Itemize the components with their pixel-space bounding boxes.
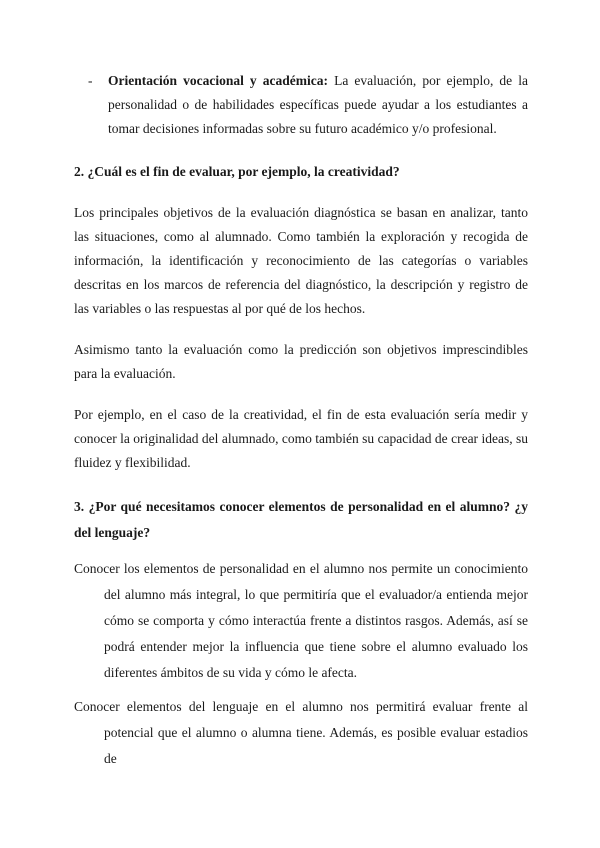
- section-3-paragraph-1: Conocer los elementos de personalidad en el alumno nos permite un conocimiento del alumno más integral, lo que permitiría que el evaluador/a entienda mejor cómo se comporta y cómo interactúa frente a distintos rasgos. Además, así se podrá entender mejor la influencia que tiene sobre el alumno evaluado los diferentes ámbitos de su vida y cómo le afecta.: [74, 561, 528, 680]
- bullet-label: Orientación vocacional y académica:: [108, 73, 328, 88]
- section-2-paragraph-2: Asimismo tanto la evaluación como la predicción son objetivos imprescindibles para la evaluación.: [74, 342, 528, 381]
- bullet-text: [108, 69, 528, 141]
- section-2-paragraph-3: Por ejemplo, en el caso de la creatividad, el fin de esta evaluación sería medir y conocer la originalidad del alumnado, como también su capacidad de crear ideas, su fluidez y flexibilidad.: [74, 407, 528, 470]
- section-2-paragraph-1: Los principales objetivos de la evaluación diagnóstica se basan en analizar, tanto las situaciones, como al alumnado. Como también la exploración y recogida de información, la identificación y reconocimiento de las categorías o variables descritas en los marcos de referencia del diagnóstico, la descripción y registro de las variables o las respuestas al por qué de los hechos.: [74, 205, 528, 316]
- section-3-heading: 3. ¿Por qué necesitamos conocer elementos de personalidad en el alumno? ¿y del lenguaje?: [74, 499, 528, 540]
- bullet-body: La evaluación, por ejemplo, de la personalidad o de habilidades específicas puede ayudar a los estudiantes a tomar decisiones informadas sobre su futuro académico y/o profesional.: [108, 73, 528, 136]
- bullet-item-vocational-orientation: [88, 69, 528, 141]
- section-3-paragraph-2: Conocer elementos del lenguaje en el alumno nos permitirá evaluar frente al potencial que el alumno o alumna tiene. Además, es posible evaluar estadios de: [74, 699, 528, 766]
- section-2-heading: 2. ¿Cuál es el fin de evaluar, por ejemplo, la creatividad?: [74, 164, 400, 179]
- bullet-dash: -: [88, 73, 93, 88]
